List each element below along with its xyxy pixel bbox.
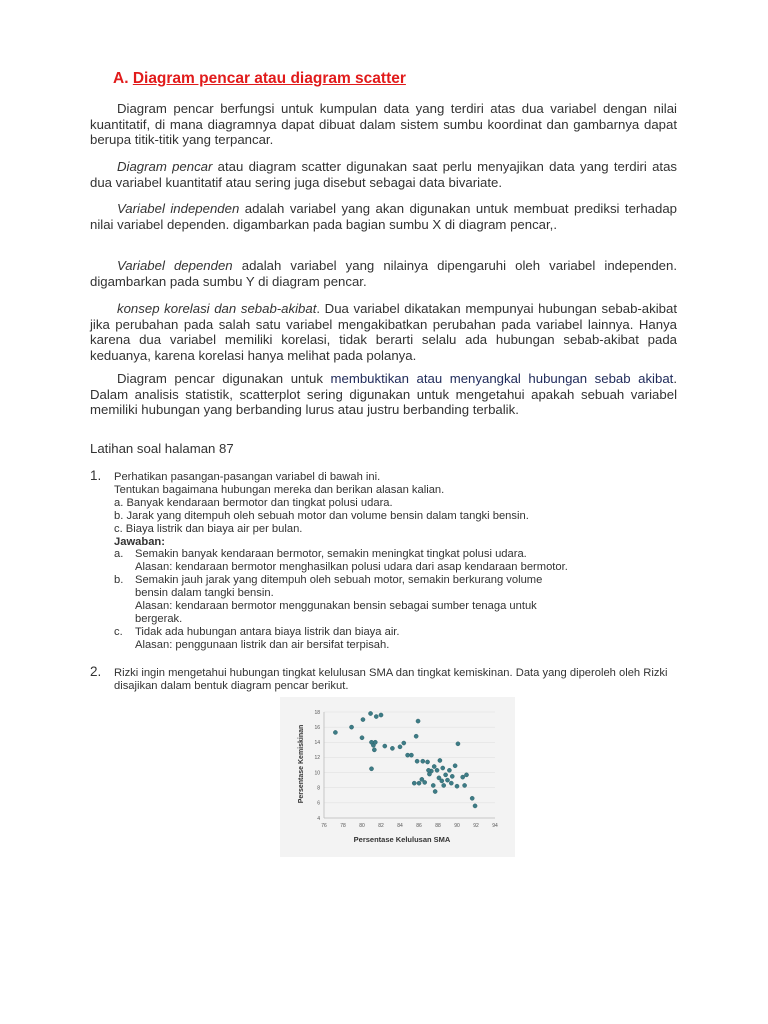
x-tick-label: 86 [416,823,422,829]
paragraph-dependent [90,258,677,289]
data-point [409,753,413,757]
data-point [447,768,451,772]
data-point [374,714,378,718]
paragraph-text: . Dua variabel dikatakan mempunyai hubungan sebab-akibat jika perubahan pada salah satu variabel mengakibatkan perubahan pada variabel lainnya. Hanya karena dua variabel memiliki korelasi, tidak berarti selalu ada hubungan sebab-akibat pada keduanya, karena korelasi hanya melihat pada polanya. [90,301,677,363]
answer-line: bensin dalam tangki bensin. [135,587,274,600]
data-point [421,759,425,763]
data-point [416,719,420,723]
data-point [414,734,418,738]
data-point [431,783,435,787]
paragraph-term: Variabel independen [117,201,240,216]
answer-line: Alasan: kendaraan bermotor menggunakan bensin sebagai sumber tenaga untuk [135,600,537,613]
data-point [398,745,402,749]
data-point [390,746,394,750]
answer-letter: a. [114,548,124,561]
data-point [432,764,436,768]
question-line: Tentukan bagaimana hubungan mereka dan berikan alasan kalian. [114,483,445,496]
paragraph-usage [90,159,677,190]
data-point [435,768,439,772]
x-tick-label: 88 [435,823,441,829]
data-point [438,758,442,762]
paragraph-text: atau diagram scatter digunakan saat perlu menyajikan data yang terdiri atas dua variabel kuantitatif atau sering juga disebut sebagai data bivariate. [90,159,677,190]
answer-heading: Jawaban: [114,535,165,548]
heading-prefix: A. [113,70,133,87]
paragraph-text: Diagram pencar digunakan untuk [117,371,331,386]
data-point [455,784,459,788]
question-number: 2. [90,664,102,679]
x-tick-label: 92 [473,823,479,829]
data-point [373,740,377,744]
data-point [470,796,474,800]
data-point [420,777,424,781]
data-point [463,783,467,787]
answer-line: Semakin jauh jarak yang ditempuh oleh sebuah motor, semakin berkurang volume [135,574,543,587]
scatter-chart [280,697,515,857]
answer-line: Alasan: penggunaan listrik dan air bersifat terpisah. [135,638,390,651]
paragraph-text: adalah variabel yang akan digunakan untuk membuat prediksi terhadap nilai variabel dependen. digambarkan pada bagian sumbu X di diagram pencar,. [90,201,677,232]
paragraph-independent [90,201,677,232]
y-tick-labels [314,710,320,822]
paragraph-text: adalah variabel yang nilainya dipengaruhi oleh variabel independen. digambarkan pada sumbu Y di diagram pencar. [90,258,678,289]
data-points [333,711,477,808]
data-point [453,764,457,768]
answer-line: Tidak ada hubungan antara biaya listrik dan biaya air. [135,625,400,638]
answer-letter: b. [114,574,124,587]
x-tick-label: 78 [340,823,346,829]
data-point [441,766,445,770]
data-point [333,730,337,734]
data-point [372,748,376,752]
data-point [426,768,430,772]
answer-line: Alasan: kendaraan bermotor menghasilkan polusi udara dari asap kendaraan bermotor. [135,561,568,574]
paragraph-purpose [90,371,677,418]
paragraph-term: Diagram pencar [117,159,213,174]
x-axis-label: Persentase Kelulusan SMA [353,835,451,844]
answer-line: Semakin banyak kendaraan bermotor, semakin meningkat tingkat polusi udara. [135,548,527,561]
answer-letter: c. [114,625,123,638]
data-point [412,781,416,785]
data-point [406,753,410,757]
x-tick-label: 94 [492,823,498,829]
x-tick-label: 84 [397,823,403,829]
data-point [417,781,421,785]
exercise-title: Latihan soal halaman 87 [90,441,234,456]
data-point [461,775,465,779]
x-tick-labels [321,823,498,829]
question-line: Perhatikan pasangan-pasangan variabel di bawah ini. [114,471,381,483]
data-point [449,781,453,785]
question-line: a. Banyak kendaraan bermotor dan tingkat polusi udara. [114,496,393,509]
data-point [433,789,437,793]
paragraph-definition [90,101,677,148]
data-point [464,773,468,777]
paragraph-term: konsep korelasi dan sebab-akibat [117,301,317,316]
paragraph-text: . Dalam analisis statistik, scatterplot sering digunakan untuk mengetahui apakah sebuah variabel memiliki hubungan yang berbanding lurus atau justru berbanding terbalik. [90,371,677,418]
data-point [379,713,383,717]
y-tick-label: 12 [314,755,320,762]
data-point [456,742,460,746]
x-tick-label: 76 [321,823,327,829]
paragraph-correlation [90,301,677,363]
data-point [349,725,353,729]
data-point [425,760,429,764]
answer-line: bergerak. [135,612,183,625]
data-point [440,779,444,783]
question-body [114,471,674,652]
y-tick-label: 4 [317,815,320,822]
scatter-chart-figure [280,697,515,857]
y-tick-label: 6 [317,800,320,807]
data-point [415,759,419,763]
heading-link[interactable]: Diagram pencar atau diagram scatter [132,70,406,87]
data-point [383,744,387,748]
highlighted-phrase: membuktikan atau menyangkal hubungan sebab akibat [330,371,674,386]
x-tick-label: 82 [378,823,384,829]
data-point [444,773,448,777]
question-line: c. Biaya listrik dan biaya air per bulan. [114,522,303,535]
paragraph-text: Diagram pencar berfungsi untuk kumpulan data yang terdiri atas dua variabel dengan nilai kuantitatif, di mana diagramnya dapat dibuat dalam sistem sumbu koordinat dan gambarnya dapat berupa titik-titik yang terpancar. [90,101,677,148]
y-axis-label: Persentase Kemiskinan [298,724,305,804]
answer-c [114,626,674,652]
section-heading [113,70,406,88]
data-point [402,741,406,745]
answer-b [114,574,674,626]
data-point [442,783,446,787]
y-tick-label: 10 [314,770,320,777]
question-line: b. Jarak yang ditempuh oleh sebuah motor dan volume bensin dalam tangki bensin. [114,509,529,522]
data-point [450,774,454,778]
question-text: Rizki ingin mengetahui hubungan tingkat kelulusan SMA dan tingkat kemiskinan. Data yang diperoleh oleh Rizki disajikan dalam bentuk diagram pencar berikut. [114,667,668,692]
data-point [360,736,364,740]
y-tick-label: 14 [314,740,320,747]
y-tick-label: 8 [317,785,320,792]
data-point [445,778,449,782]
data-point [369,767,373,771]
data-point [368,711,372,715]
data-point [361,717,365,721]
answer-a [114,548,674,574]
x-tick-label: 80 [359,823,365,829]
paragraph-term: Variabel dependen [117,258,233,273]
question-number: 1. [90,468,102,483]
x-tick-label: 90 [454,823,460,829]
y-tick-label: 16 [314,724,320,731]
data-point [427,772,431,776]
data-point [473,804,477,808]
y-tick-label: 18 [314,709,320,716]
